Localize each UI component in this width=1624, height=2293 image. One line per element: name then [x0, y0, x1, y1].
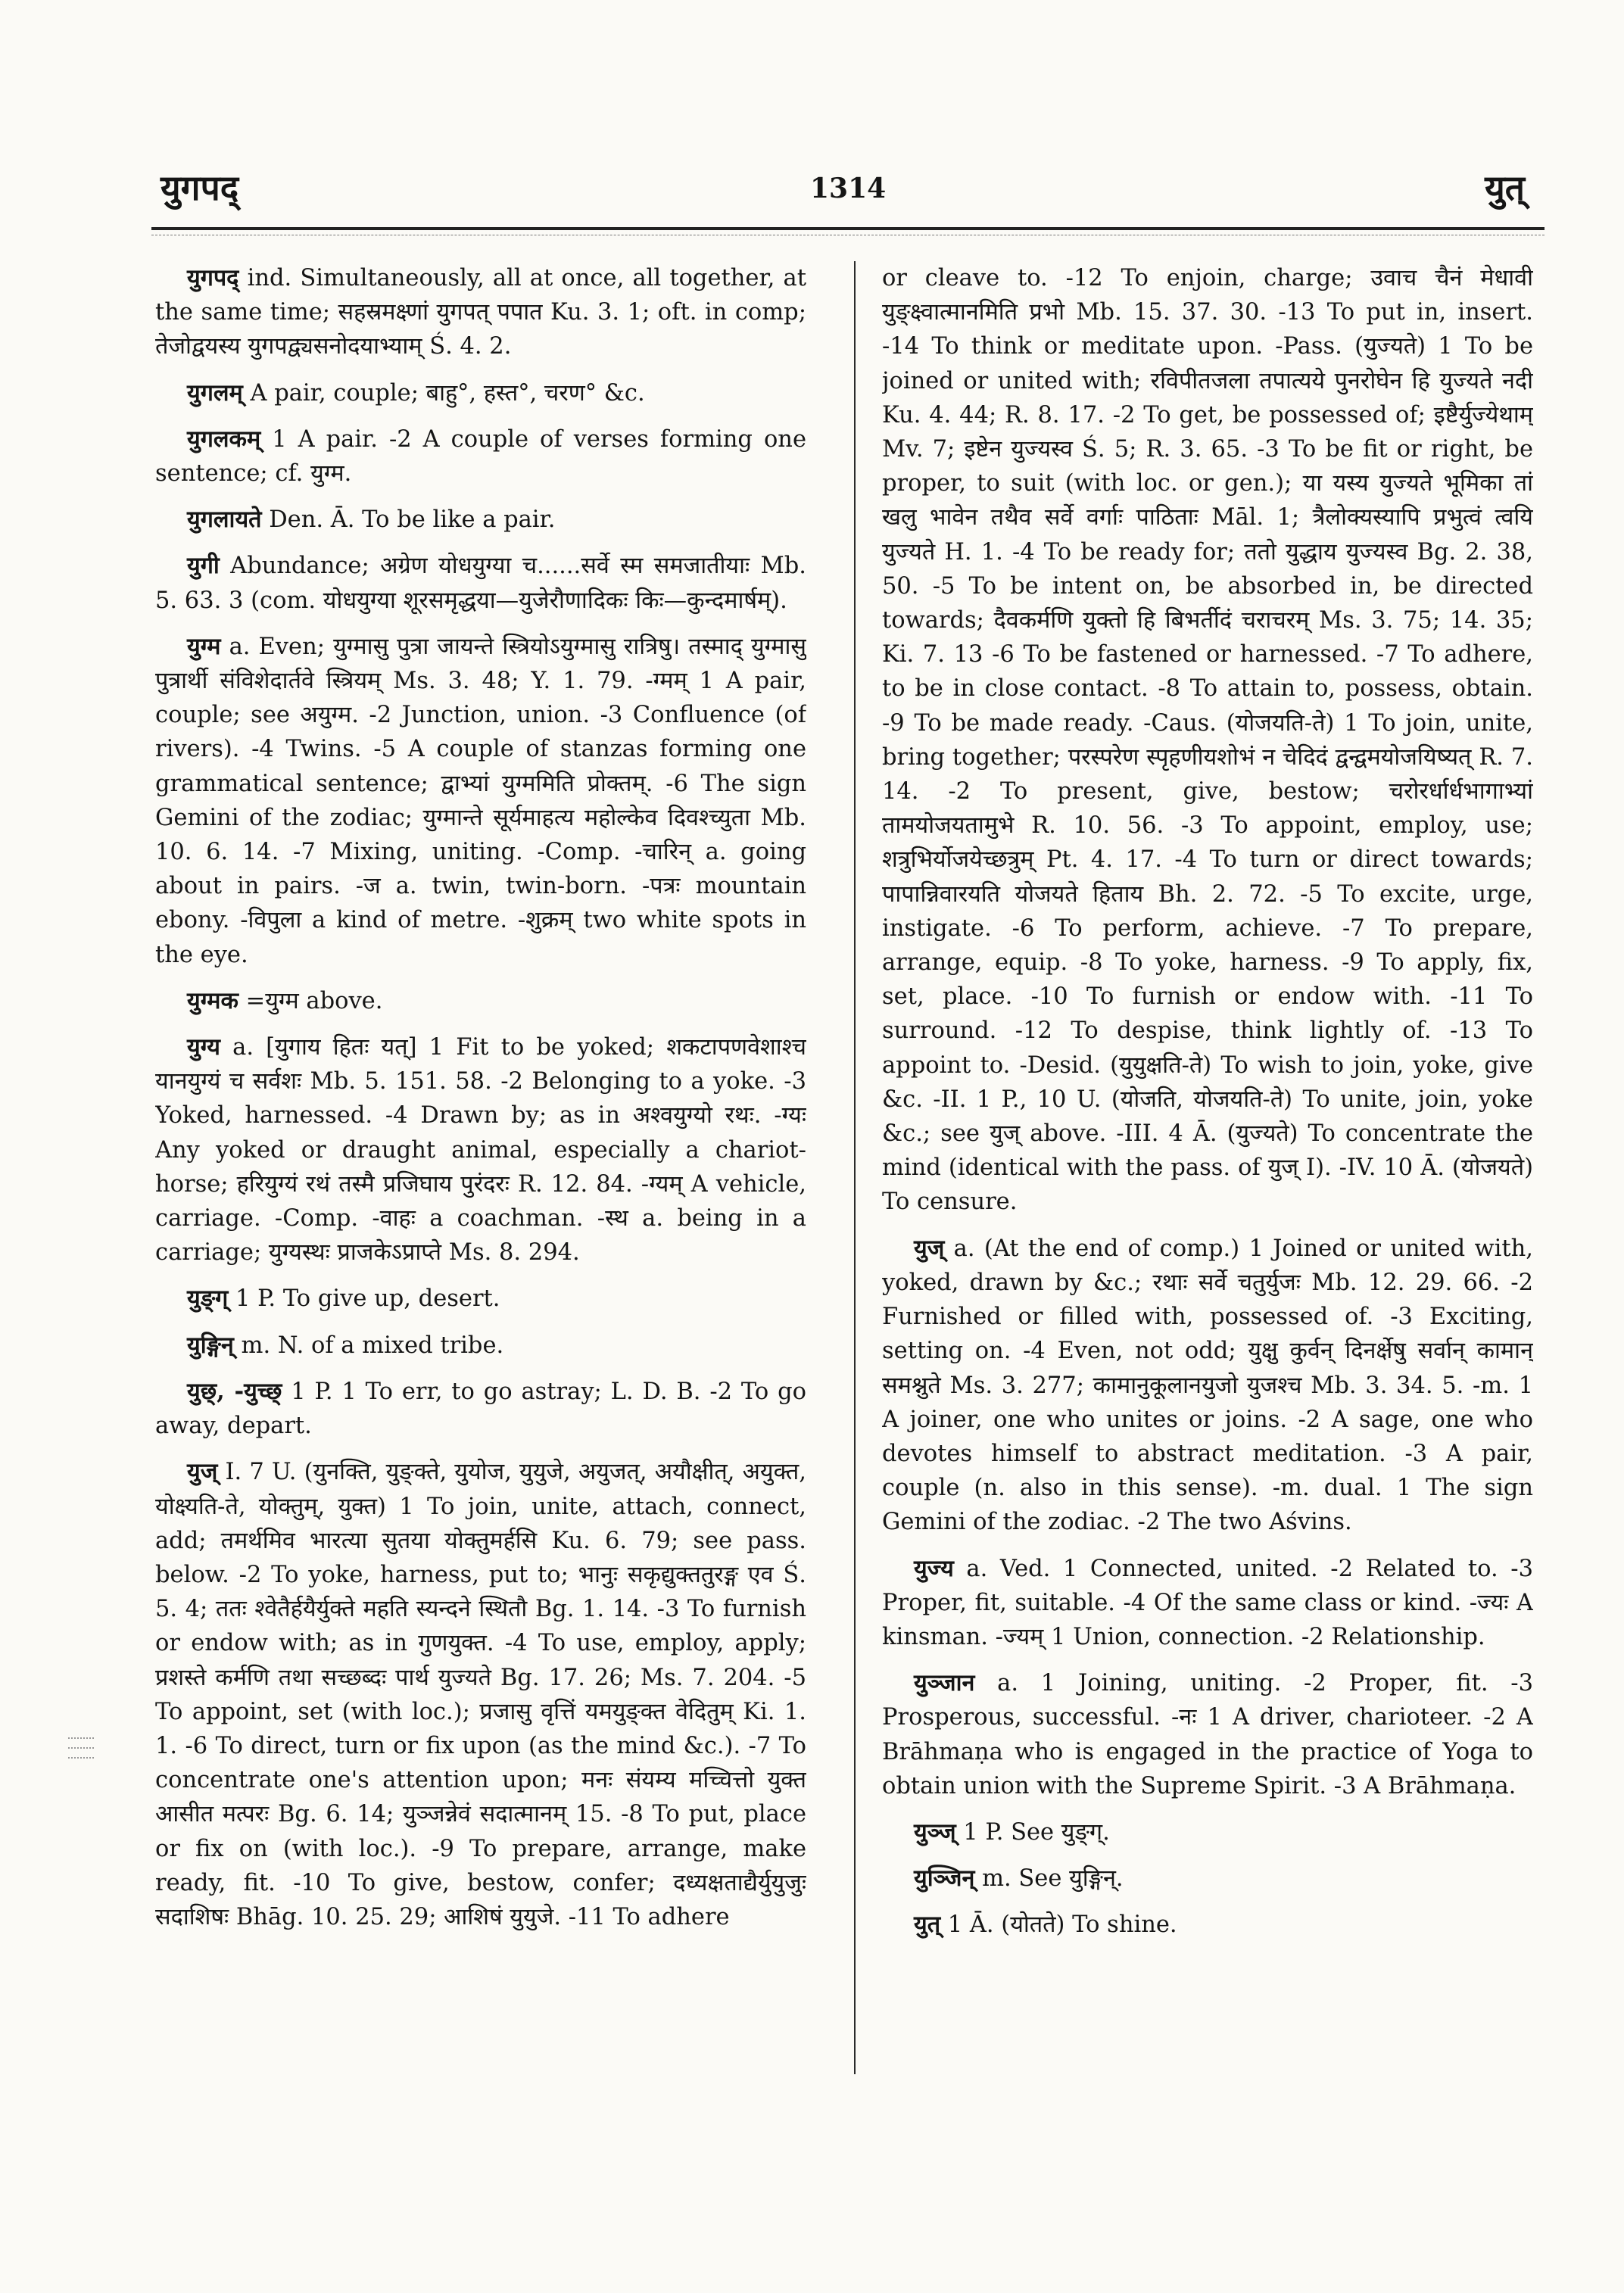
- entry-headword: युज्य: [914, 1554, 954, 1582]
- entry-text: ind. Simultaneously, all at once, all together, at the same time; सहस्रमक्ष्णां युगपत् पपात Ku. 3. 1; oft. in comp; तेजोद्वयस्य युगपद्व्यसनोदयाभ्याम् Ś. 4. 2.: [155, 265, 806, 360]
- entry-text: a. Ved. 1 Connected, united. -2 Related to. -3 Proper, fit, suitable. -4 Of the same class or kind. -ज्यः A kinsman. -ज्यम् 1 Union, connection. -2 Relationship.: [882, 1555, 1533, 1650]
- entry-text: 1 A pair. -2 A couple of verses forming one sentence; cf. युग्म.: [155, 425, 806, 488]
- entry-text: Abundance; अग्रेण योधयुग्या च......सर्वे स्म समजातीयाः Mb. 5. 63. 3 (com. योधयुग्या शूरसमृद्धया—युजेरौणादिकः किः—कुन्दमार्षम्).: [155, 553, 806, 614]
- entry-text: 1 Ā. (योतते) To shine.: [940, 1911, 1177, 1939]
- entry-text: Den. Ā. To be like a pair.: [261, 506, 556, 534]
- entry-text: a. 1 Joining, uniting. -2 Proper, fit. -3 Prosperous, successful. -नः 1 A driver, charioteer. -2 A Brāhmaṇa who is engaged in the practice of Yoga to obtain union with the Supreme Spirit. -3 A Brāhmaṇa.: [882, 1670, 1533, 1799]
- entry-headword: युज्: [914, 1234, 945, 1262]
- entry-headword: युङ्ग्: [187, 1285, 229, 1313]
- entry-headword: युछ्, -युच्छ्: [187, 1377, 282, 1405]
- entry-headword: युगी: [187, 552, 220, 580]
- page-number: 1314: [810, 173, 887, 204]
- entry-text: m. See युङ्गिन्.: [974, 1865, 1124, 1893]
- dictionary-entry: [882, 1232, 1533, 1540]
- entry-headword: युग्मक: [187, 986, 238, 1014]
- entry-text: =युग्म above.: [238, 987, 383, 1014]
- header-rule: [151, 227, 1545, 230]
- dictionary-entry: [882, 1862, 1533, 1896]
- entry-text: A pair, couple; बाहु°, हस्त°, चरण° &c.: [242, 379, 645, 407]
- dictionary-entry: [155, 549, 806, 617]
- entry-headword: युगलायते: [187, 506, 262, 534]
- dictionary-entry: [155, 503, 806, 537]
- column-divider: [854, 261, 856, 2074]
- entry-text: a. (At the end of comp.) 1 Joined or united with, yoked, drawn by &c.; रथाः सर्वे चतुर्युजः Mb. 12. 29. 66. -2 Furnished or filled with, possessed of. -3 Exciting, setting on. -4 Even, not odd; युक्षु कुर्वन् दिनर्क्षेषु सर्वान् कामान् समश्नुते Ms. 3. 277; कामानुकूलानयुजो युजश्च Mb. 3. 34. 5. -m. 1 A joiner, one who unites or joins. -2 A sage, one who devotes himself to abstract meditation. -3 A pair, couple (n. also in this sense). -m. dual. 1 The sign Gemini of the zodiac. -2 The two Aśvins.: [882, 1235, 1533, 1536]
- dictionary-entry: [155, 1282, 806, 1316]
- entry-text: 1 P. See युङ्ग्.: [955, 1818, 1110, 1846]
- left-column: [155, 261, 806, 2108]
- entry-headword: युगलम्: [187, 379, 243, 407]
- dictionary-entry: [882, 1666, 1533, 1803]
- dictionary-entry: [155, 1329, 806, 1363]
- right-running-headword: युत्: [1485, 167, 1525, 208]
- dictionary-entry: [882, 1908, 1533, 1942]
- entry-text: a. [युगाय हितः यत्] 1 Fit to be yoked; शकटापणवेशाश्च यानयुग्यं च सर्वशः Mb. 5. 151. 58. -2 Belonging to a yoke. -3 Yoked, harnessed. -4 Drawn by; as in अश्वयुग्यो रथः. -ग्यः Any yoked or draught animal, especially a chariot-horse; हरियुग्यं रथं तस्मै प्रजिघाय पुरंदरः R. 12. 84. -ग्यम् A vehicle, carriage. -Comp. -वाहः a coachman. -स्थ a. being in a carriage; युग्यस्थः प्राजकेऽप्राप्ते Ms. 8. 294.: [155, 1034, 806, 1266]
- entry-headword: युग्य: [187, 1033, 220, 1061]
- dictionary-entry: [155, 1455, 806, 1934]
- page-header: [151, 155, 1545, 223]
- scan-margin-marks: [68, 1734, 98, 1779]
- entry-headword: युग्म: [187, 632, 221, 660]
- entry-headword: युङ्गिन्: [187, 1331, 234, 1359]
- entry-headword: युञ्जान: [914, 1669, 975, 1697]
- entry-text: m. N. of a mixed tribe.: [233, 1332, 504, 1359]
- dictionary-entry: [155, 1375, 806, 1443]
- entry-text: 1 P. 1 To err, to go astray; L. D. B. -2 To go away, depart.: [155, 1378, 806, 1440]
- dictionary-entry: [155, 984, 806, 1018]
- dictionary-entry: [882, 1815, 1533, 1849]
- dictionary-entry: [155, 630, 806, 972]
- entry-text: 1 P. To give up, desert.: [228, 1285, 500, 1313]
- entry-headword: युत्: [914, 1911, 941, 1939]
- dictionary-entry: [882, 1552, 1533, 1655]
- dictionary-entry: [155, 376, 806, 410]
- entry-headword: युज्: [187, 1458, 218, 1486]
- entry-headword: युगलकम्: [187, 425, 261, 453]
- dictionary-entry: [155, 261, 806, 364]
- right-column: [882, 261, 1533, 2108]
- entry-headword: युगपद्: [187, 264, 239, 291]
- dictionary-entry: [155, 1030, 806, 1270]
- entry-text: a. Even; युग्मासु पुत्रा जायन्ते स्त्रियोऽयुग्मासु रात्रिषु। तस्माद् युग्मासु पुत्रार्थी संविशेदार्तवे स्त्रियम् Ms. 3. 48; Y. 1. 79. -ग्मम् 1 A pair, couple; see अयुग्म. -2 Junction, union. -3 Confluence (of rivers). -4 Twins. -5 A couple of stanzas forming one grammatical sentence; द्वाभ्यां युग्ममिति प्रोक्तम्. -6 The sign Gemini of the zodiac; युग्मान्ते सूर्यमाहत्य महोल्केव दिवश्च्युता Mb. 10. 6. 14. -7 Mixing, uniting. -Comp. -चारिन् a. going about in pairs. -ज a. twin, twin-born. -पत्रः mountain ebony. -विपुला a kind of metre. -शुक्रम् two white spots in the eye.: [155, 633, 806, 968]
- dictionary-entry-continued: [882, 261, 1533, 1220]
- entry-text: I. 7 U. (युनक्ति, युङ्क्ते, युयोज, युयुजे, अयुजत्, अयौक्षीत्, अयुक्त, योक्ष्यति-ते, योक्तुम्, युक्त) 1 To join, unite, attach, connect, add; तमर्थमिव भारत्या सुतया योक्तुमर्हसि Ku. 6. 79; see pass. below. -2 To yoke, harness, put to; भानुः सकृद्युक्ततुरङ्ग एव Ś. 5. 4; ततः श्वेतैर्हयैर्युक्ते महति स्यन्दने स्थितौ Bg. 1. 14. -3 To furnish or endow with; as in गुणयुक्त. -4 To use, employ, apply; प्रशस्ते कर्मणि तथा सच्छब्दः पार्थ युज्यते Bg. 17. 26; Ms. 7. 204. -5 To appoint, set (with loc.); प्रजासु वृत्तिं यमयुङ्क्त वेदितुम् Ki. 1. 1. -6 To direct, turn or fix upon (as the mind &c.). -7 To concentrate one's attention upon; मनः संयम्य मच्चित्तो युक्त आसीत मत्परः Bg. 6. 14; युञ्जन्नेवं सदात्मानम् 15. -8 To put, place or fix on (with loc.). -9 To prepare, arrange, make ready, fit. -10 To give, bestow, confer; दध्यक्षताद्यैर्युयुजुः सदाशिषः Bhāg. 10. 25. 29; आशिषं युयुजे. -11 To adhere: [155, 1459, 806, 1930]
- entry-headword: युञ्जिन्: [914, 1865, 975, 1893]
- dictionary-entry: [155, 422, 806, 491]
- left-running-headword: युगपद्: [161, 167, 239, 208]
- entry-headword: युञ्ज्: [914, 1818, 956, 1846]
- entry-text: or cleave to. -12 To enjoin, charge; उवाच चैनं मेधावी युङ्क्ष्वात्मानमिति प्रभो Mb. 15. 37. 30. -13 To put in, insert. -14 To think or meditate upon. -Pass. (युज्यते) 1 To be joined or united with; रविपीतजला तपात्यये पुनरोघेन हि युज्यते नदी Ku. 4. 44; R. 8. 17. -2 To get, be possessed of; इष्टैर्युज्येथाम् Mv. 7; इष्टेन युज्यस्व Ś. 5; R. 3. 65. -3 To be fit or right, be proper, to suit (with loc. or gen.); या यस्य युज्यते भूमिका तां खलु भावेन तथैव सर्वे वर्गाः पाठिताः Māl. 1; त्रैलोक्यस्यापि प्रभुत्वं त्वयि युज्यते H. 1. -4 To be ready for; ततो युद्धाय युज्यस्व Bg. 2. 38, 50. -5 To be intent on, be absorbed in, be directed towards; दैवकर्मणि युक्तो हि बिभर्तीदं चराचरम् Ms. 3. 75; 14. 35; Ki. 7. 13 -6 To be fastened or harnessed. -7 To adhere, to be in close contact. -8 To attain to, possess, obtain. -9 To be made ready. -Caus. (योजयति-ते) 1 To join, unite, bring together; परस्परेण स्पृहणीयशोभं न चेदिदं द्वन्द्वमयोजयिष्यत् R. 7. 14. -2 To present, give, bestow; चरोरर्धार्धभागाभ्यां तामयोजयतामुभे R. 10. 56. -3 To appoint, employ, use; शत्रुभिर्योजयेच्छत्रुम् Pt. 4. 17. -4 To turn or direct towards; पापान्निवारयति योजयते हिताय Bh. 2. 72. -5 To excite, urge, instigate. -6 To perform, achieve. -7 To prepare, arrange, equip. -8 To yoke, harness. -9 To apply, fix, set, place. -10 To furnish or endow with. -11 To surround. -12 To despise, think lightly of. -13 To appoint to. -Desid. (युयुक्षति-ते) To wish to join, yoke, give &c. -II. 1 P., 10 U. (योजति, योजयति-ते) To unite, join, yoke &c.; see युज् above. -III. 4 Ā. (युज्यते) To concentrate the mind (identical with the pass. of युज् I). -IV. 10 Ā. (योजयते) To censure.: [882, 265, 1533, 1216]
